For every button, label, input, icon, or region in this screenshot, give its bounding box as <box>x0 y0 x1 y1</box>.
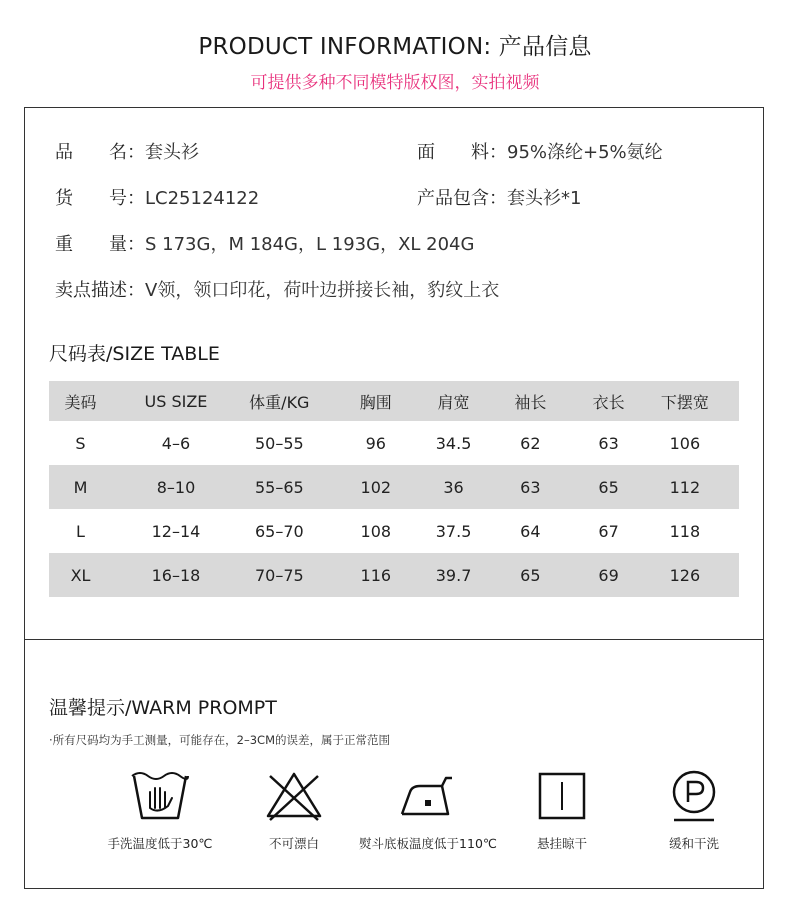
selling-points-label: 卖点描述： <box>55 280 145 301</box>
care-item-no-bleach <box>219 768 369 852</box>
table-cell: 62 <box>520 433 541 453</box>
no-bleach-icon <box>262 768 326 824</box>
page-subtitle: 可提供多种不同模特版权图，实拍视频 <box>250 73 540 93</box>
includes-value: 套头衫*1 <box>507 188 582 209</box>
includes-label: 产品包含： <box>417 188 507 209</box>
fabric-label: 面 料： <box>417 142 507 163</box>
warm-prompt-title: 温馨提示/WARM PROMPT <box>49 697 277 719</box>
table-cell: 65–70 <box>254 521 304 541</box>
weight-row <box>55 230 474 256</box>
selling-points-row <box>55 276 499 302</box>
item-no-label: 货 号： <box>55 188 145 209</box>
item-no-value: LC25124122 <box>145 188 260 209</box>
table-header-cell: US SIZE <box>144 391 208 411</box>
table-cell: 118 <box>669 521 701 541</box>
table-cell: 12–14 <box>151 521 201 541</box>
table-cell: 96 <box>365 433 386 453</box>
product-name-row <box>55 138 199 164</box>
table-row <box>49 421 739 465</box>
table-cell: 37.5 <box>435 521 472 541</box>
table-cell: 39.7 <box>435 565 472 585</box>
table-row <box>49 465 739 509</box>
table-cell: 4–6 <box>161 433 191 453</box>
fabric-value: 95%涤纶+5%氨纶 <box>507 142 663 163</box>
care-label-hang-dry: 悬挂晾干 <box>536 836 587 851</box>
table-cell: 65 <box>520 565 541 585</box>
care-item-iron <box>353 768 503 852</box>
table-header-cell: 衣长 <box>592 392 625 412</box>
table-cell: 16–18 <box>151 565 201 585</box>
weight-label: 重 量： <box>55 234 145 255</box>
table-cell: 108 <box>360 521 392 541</box>
table-cell: 36 <box>443 477 464 497</box>
care-label-iron: 熨斗底板温度低于110℃ <box>359 836 497 851</box>
table-cell: 8–10 <box>156 477 196 497</box>
includes-row <box>417 184 581 210</box>
hang-dry-icon <box>530 768 594 824</box>
table-cell: 69 <box>598 565 619 585</box>
table-cell: 126 <box>669 565 701 585</box>
table-header-cell: 肩宽 <box>437 392 470 412</box>
care-item-dry-clean <box>619 768 769 852</box>
hand-wash-icon <box>128 768 192 824</box>
table-cell: XL <box>70 565 91 585</box>
table-header-row <box>49 381 739 421</box>
weight-value: S 173G，M 184G，L 193G，XL 204G <box>145 234 475 255</box>
fabric-row <box>417 138 663 164</box>
care-label-no-bleach: 不可漂白 <box>268 836 319 851</box>
table-cell: 106 <box>669 433 701 453</box>
item-no-row <box>55 184 259 210</box>
selling-points-value: V领，领口印花，荷叶边拼接长袖，豹纹上衣 <box>145 280 500 301</box>
table-cell: 65 <box>598 477 619 497</box>
table-cell: 63 <box>598 433 619 453</box>
table-cell: 50–55 <box>254 433 304 453</box>
table-cell: L <box>76 521 85 541</box>
table-header-cell: 袖长 <box>514 392 547 412</box>
care-item-hand-wash <box>85 768 235 852</box>
dry-clean-p-icon <box>662 768 726 824</box>
table-row <box>49 509 739 553</box>
product-name-value: 套头衫 <box>145 142 199 163</box>
table-row <box>49 553 739 597</box>
care-label-hand-wash: 手洗温度低于30℃ <box>107 836 213 851</box>
table-cell: 116 <box>360 565 392 585</box>
table-cell: S <box>75 433 86 453</box>
care-item-hang-dry <box>487 768 637 852</box>
table-cell: 102 <box>360 477 392 497</box>
table-cell: M <box>73 477 88 497</box>
page-title: PRODUCT INFORMATION: 产品信息 <box>198 34 592 60</box>
table-cell: 70–75 <box>254 565 304 585</box>
info-frame <box>24 107 764 889</box>
table-header-cell: 美码 <box>64 392 97 412</box>
table-header-cell: 胸围 <box>359 392 392 412</box>
product-name-label: 品 名： <box>55 142 145 163</box>
table-cell: 64 <box>520 521 541 541</box>
table-cell: 55–65 <box>254 477 304 497</box>
table-header-cell: 体重/KG <box>249 392 310 412</box>
table-cell: 34.5 <box>435 433 472 453</box>
measurement-note: ·所有尺码均为手工测量，可能存在，2–3CM的误差，属于正常范围 <box>49 733 390 747</box>
section-divider <box>25 639 763 640</box>
iron-icon <box>396 768 460 824</box>
table-cell: 112 <box>669 477 701 497</box>
table-cell: 63 <box>520 477 541 497</box>
table-cell: 67 <box>598 521 619 541</box>
care-label-dry-clean: 缓和干洗 <box>668 836 719 851</box>
size-table <box>49 381 739 597</box>
table-header-cell: 下摆宽 <box>660 392 709 412</box>
size-table-title: 尺码表/SIZE TABLE <box>49 343 220 365</box>
